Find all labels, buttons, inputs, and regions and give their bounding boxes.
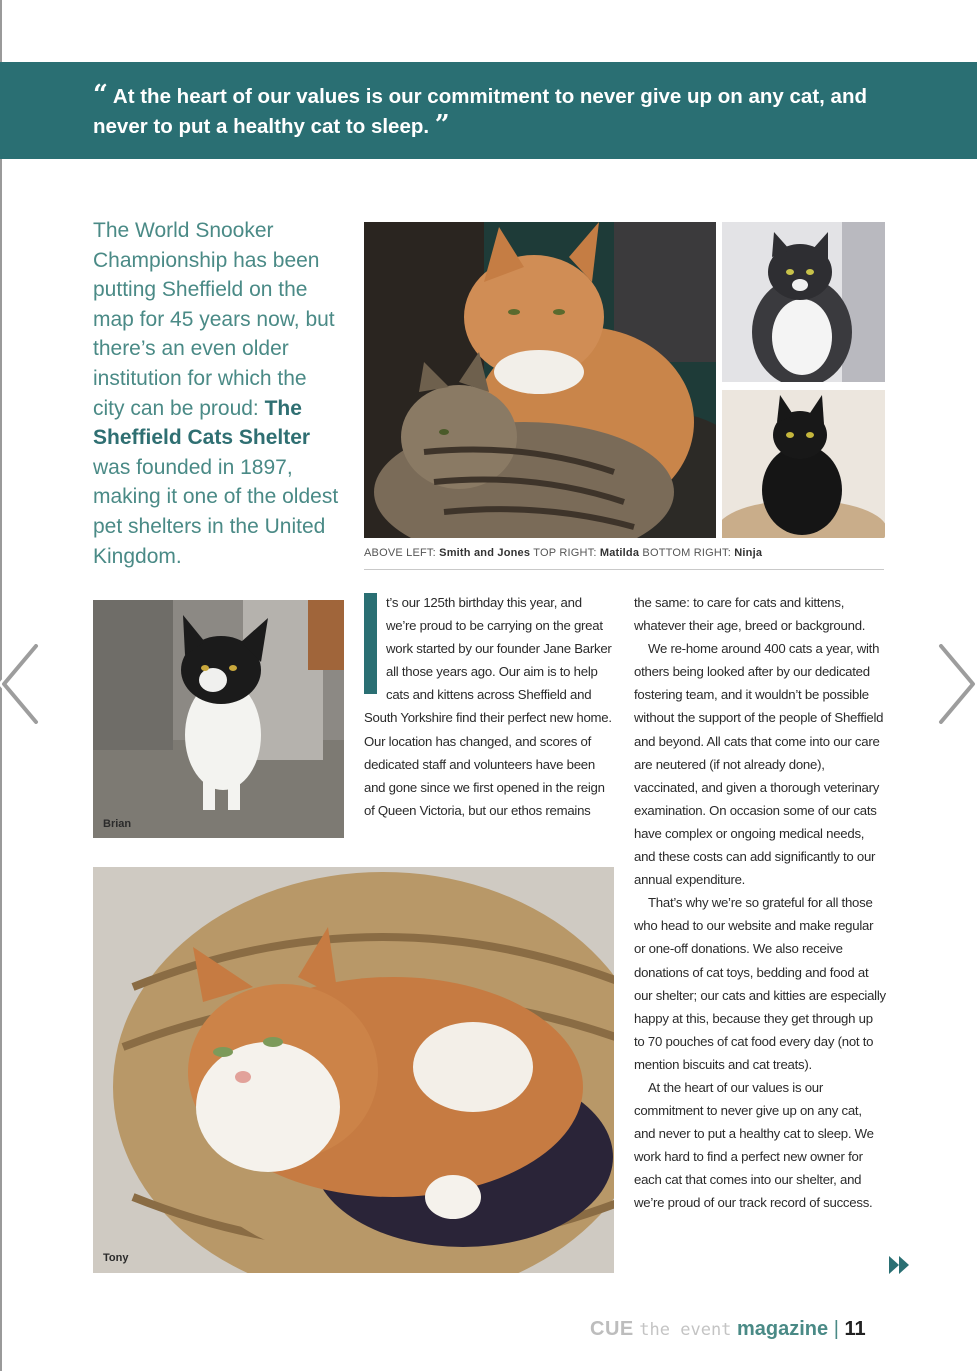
photo-ninja-image — [722, 390, 885, 538]
footer-cue: CUE — [590, 1318, 634, 1340]
fast-forward-icon — [889, 1256, 911, 1279]
caption-divider — [364, 569, 884, 570]
photo-smith-and-jones-image — [364, 222, 716, 538]
photo-label-brian: Brian — [103, 818, 132, 830]
caption-label-above-left: ABOVE LEFT: — [364, 547, 436, 559]
photo-label-tony: Tony — [103, 1252, 129, 1264]
photo-smith-and-jones — [364, 222, 716, 538]
caption-label-bottom-right: BOTTOM RIGHT: — [642, 547, 731, 559]
caption-name-ninja: Ninja — [734, 547, 763, 559]
intro-paragraph — [93, 216, 343, 571]
article-column-2 — [634, 591, 886, 1215]
photo-matilda — [722, 222, 885, 382]
article-column-1 — [364, 591, 614, 822]
photo-matilda-image — [722, 222, 885, 382]
intro-text-start: The World Snooker Championship has been putting Sheffield on the map for 45 years now, but there’s an even older institution for which the city can be proud: — [93, 219, 335, 420]
footer-the-event: the event — [639, 1320, 732, 1340]
photo-tony — [93, 867, 614, 1273]
footer-magazine: magazine — [736, 1318, 829, 1340]
caption-name-matilda: Matilda — [599, 547, 640, 559]
footer-separator: | — [833, 1318, 839, 1340]
caption-name-smith-jones: Smith and Jones — [439, 547, 531, 559]
photo-ninja — [722, 390, 885, 538]
article-col1-paragraph — [364, 591, 614, 822]
chevron-right-icon[interactable] — [937, 644, 977, 724]
shelter-name: The Sheffield Cats Shelter — [93, 396, 311, 450]
banner-quote — [93, 82, 913, 142]
banner-quote-text: At the heart of our values is our commitment to never give up on any cat, and never to put a healthy cat to sleep. — [93, 85, 867, 138]
page-number: 11 — [844, 1318, 866, 1340]
drop-cap-i — [364, 593, 377, 694]
article-col2-p3: That’s why we’re so grateful for all those who head to our website and make regular or one-off donations. We also receive donations of cat toys, bedding and food at our shelter; our cats and kitties are especially happy at this, because they get through up to 70 pouches of cat food every day (not to mention biscuits and cat treats). — [634, 895, 886, 1072]
photo-tony-image — [93, 867, 614, 1273]
article-col2-p2: We re-home around 400 cats a year, with others being looked after by our dedicated fostering team, and it wouldn’t be possible without the support of the people of Sheffield and beyond. All cats that come into our care are neutered (if not already done), vaccinated, and given a thorough veterinary examination. On occasion some of our cats have complex or ongoing medical needs, and these costs can add significantly to our annual expenditure. — [634, 641, 884, 888]
intro-text-end: was founded in 1897, making it one of the oldest pet shelters in the United Kingdom. — [93, 455, 339, 568]
article-col2-p1: the same: to care for cats and kittens, whatever their age, breed or background. — [634, 595, 866, 634]
chevron-left-icon[interactable] — [0, 644, 40, 724]
close-quote-icon: ” — [434, 110, 450, 140]
open-quote-icon: “ — [93, 80, 108, 110]
page-footer — [590, 1318, 890, 1352]
photo-brian-image — [93, 600, 344, 838]
photo-caption — [364, 547, 884, 559]
photo-brian — [93, 600, 344, 838]
article-col2-p4: At the heart of our values is our commitment to never give up on any cat, and never to put a healthy cat to sleep. We work hard to find a perfect new owner for each cat that comes into our shelter, and we’re proud of our track record of success. — [634, 1079, 874, 1211]
caption-label-top-right: TOP RIGHT: — [533, 547, 597, 559]
article-col1-text: t’s our 125th birthday this year, and we’re proud to be carrying on the great work started by our founder Jane Barker all those years ago. Our aim is to help cats and kittens across Sheffield and South Yorkshire find their perfect new home. Our location has changed, and scores of dedicated staff and volunteers have been and gone since we first opened in the reign of Queen Victoria, but our ethos remains — [364, 595, 612, 818]
